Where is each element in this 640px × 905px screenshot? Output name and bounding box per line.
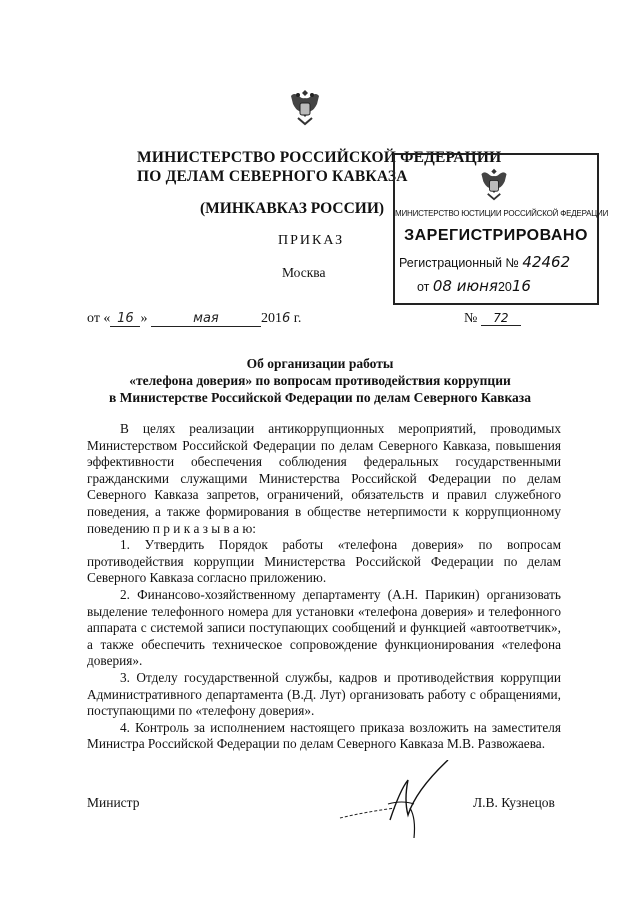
document-type: ПРИКАЗ xyxy=(278,233,345,248)
signatory-name: Л.В. Кузнецов xyxy=(473,795,555,810)
stamp-reg-number xyxy=(399,253,570,271)
date-month: мая xyxy=(151,312,261,327)
number-value: 72 xyxy=(481,311,521,326)
ministry-title xyxy=(137,148,502,186)
date-sep: » xyxy=(140,311,148,326)
handwritten-signature-icon xyxy=(330,760,470,850)
order-item-3: 3. Отделу государственной службы, кадров и противодействия коррупции Административного департамента (В.Д. Лут) организовать работу с обращениями, поступающими по «телефону доверия». xyxy=(87,669,561,719)
stamp-status: ЗАРЕГИСТРИРОВАНО xyxy=(404,227,588,244)
date-year-suffix: 6 xyxy=(281,311,291,326)
document-city: Москва xyxy=(282,265,326,280)
stamp-date-value: 08 июня xyxy=(432,277,498,295)
stamp-emblem-icon xyxy=(477,165,511,203)
stamp-year-value: 16 xyxy=(511,277,531,295)
date-prefix: от « xyxy=(87,311,111,326)
signatory-title: Министр xyxy=(87,795,140,810)
date-year-end: г. xyxy=(290,311,302,326)
document-date xyxy=(87,311,301,327)
order-item-1: 1. Утвердить Порядок работы «телефона доверия» по вопросам противодействия коррупции Министерства Российской Федерации по делам Северного Кавказа согласно приложению. xyxy=(87,537,561,586)
preamble-paragraph: В целях реализации антикоррупционных мероприятий, проводимых Министерством Российской Федерации по делам Северного Кавказа, повышения эффективности обеспечения соблюдения федеральных государственными гражданскими служащими Министерства Российской Федерации по делам Северного Кавказа запретов, ограничений, обязательств и правил служебного поведения, а также формирования в обществе нетерпимости к коррупционному поведению п р и к а з ы в а ю: xyxy=(87,421,561,536)
state-emblem-icon xyxy=(286,86,324,128)
stamp-date xyxy=(417,277,531,295)
number-prefix: № xyxy=(464,311,478,326)
date-day: 16 xyxy=(110,312,140,327)
date-year-prefix: 201 xyxy=(260,311,282,326)
stamp-reg-label: Регистрационный № xyxy=(399,256,519,270)
order-body xyxy=(87,421,561,753)
document-number xyxy=(464,311,521,327)
order-item-2: 2. Финансово-хозяйственному департаменту (А.Н. Парикин) организовать выделение телефонного номера для установки «телефона доверия» и телефонного аппарата с системой записи поступающих сообщений и функцией «автоответчик», а также обеспечить техническое сопровождение функционирования «телефона доверия». xyxy=(87,586,561,669)
subject-line3: в Министерстве Российской Федерации по делам Северного Кавказа xyxy=(109,390,531,405)
stamp-year-prefix: 20 xyxy=(497,280,512,294)
stamp-date-label: от xyxy=(417,280,430,294)
stamp-ministry: МИНИСТЕРСТВО ЮСТИЦИИ РОССИЙСКОЙ ФЕДЕРАЦИИ xyxy=(395,209,609,218)
stamp-reg-value: 42462 xyxy=(522,253,571,271)
registration-stamp xyxy=(393,153,609,305)
ministry-abbreviation: (МИНКАВКАЗ РОССИИ) xyxy=(200,200,385,217)
ministry-title-line2: ПО ДЕЛАМ СЕВЕРНОГО КАВКАЗА xyxy=(137,168,408,185)
ministry-title-line1: МИНИСТЕРСТВО РОССИЙСКОЙ ФЕДЕРАЦИИ xyxy=(137,149,502,166)
subject-line1: Об организации работы xyxy=(246,356,394,371)
order-subject xyxy=(60,355,580,406)
subject-line2: «телефона доверия» по вопросам противодействия коррупции xyxy=(129,373,511,388)
order-item-4: 4. Контроль за исполнением настоящего приказа возложить на заместителя Министра Российской Федерации по делам Северного Кавказа М.В. Развожаева. xyxy=(87,719,561,752)
